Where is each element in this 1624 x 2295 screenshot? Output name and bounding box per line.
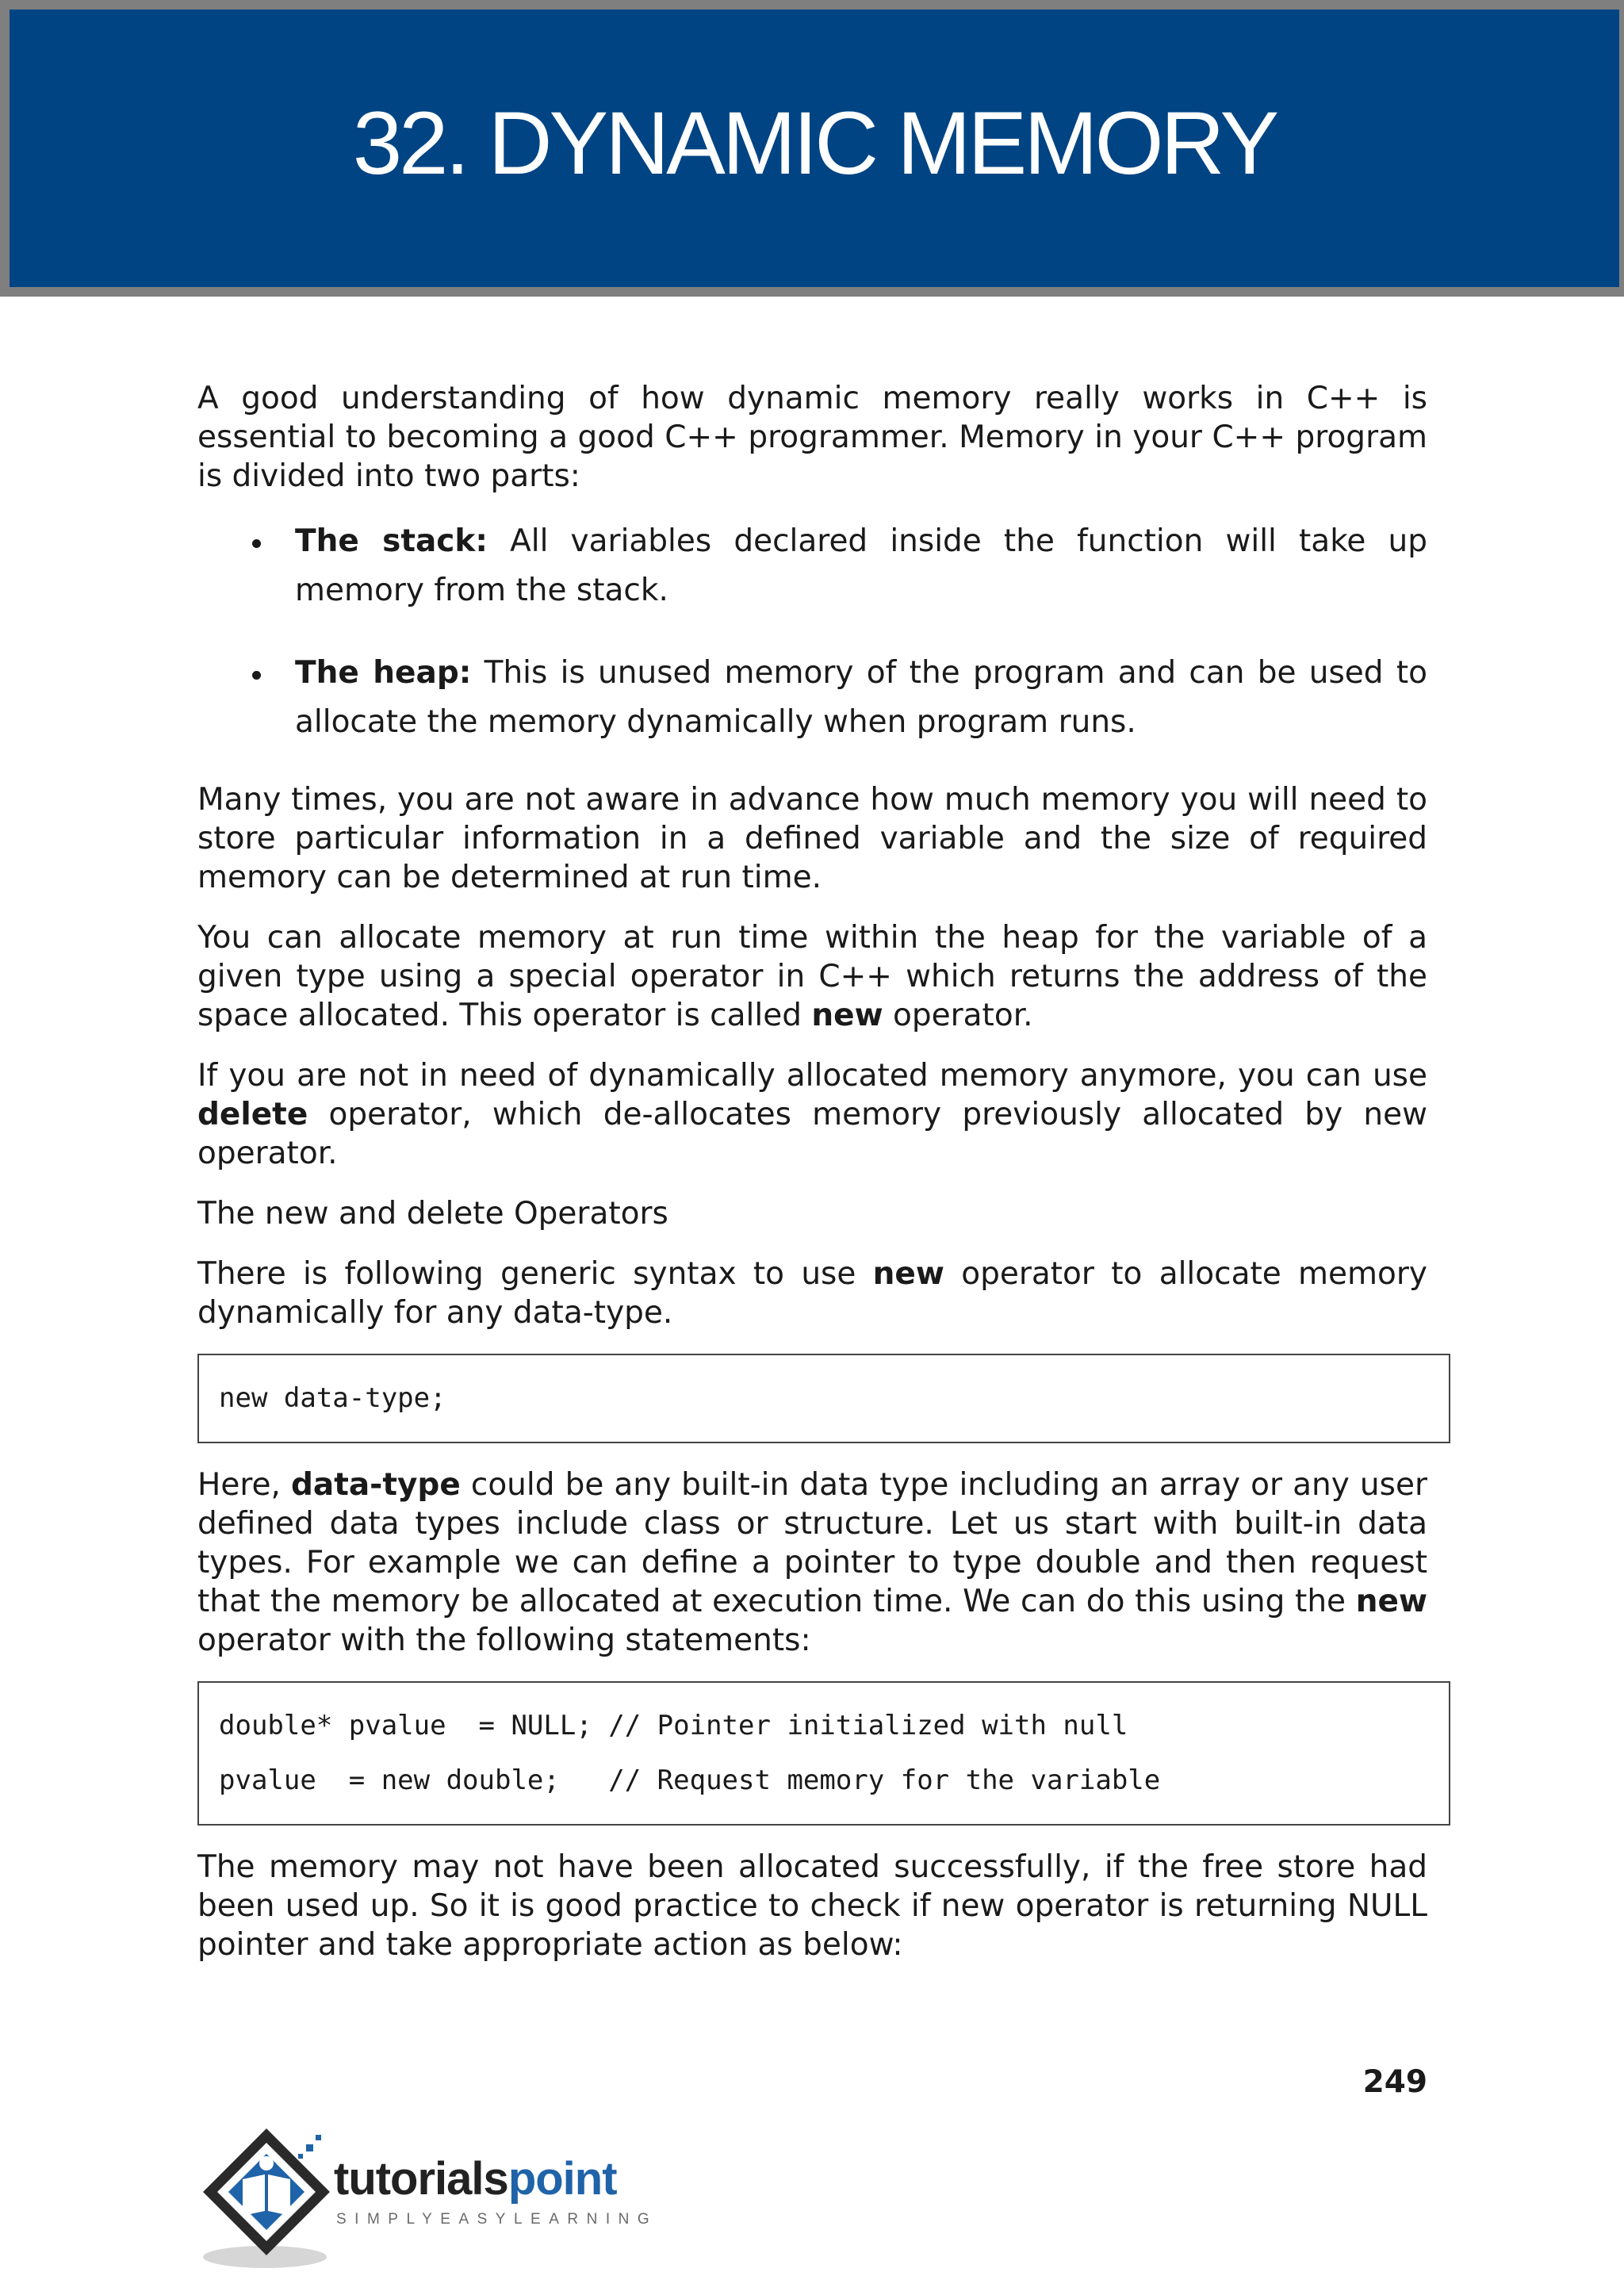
bullet-term: The heap:	[295, 655, 472, 691]
list-item-stack	[197, 517, 1427, 615]
text-span: There is following generic syntax to use	[197, 1256, 873, 1292]
chapter-header	[0, 0, 1624, 297]
paragraph-many-times: Many times, you are not aware in advance how much memory you will need to store particular information in a defined variable and the size of required memory can be determined at run time.	[197, 782, 1427, 895]
section-heading: The new and delete Operators	[197, 1196, 668, 1232]
paragraph-allocate	[197, 918, 1427, 1035]
text-span: operator.	[883, 998, 1033, 1033]
text-span: operator with the following statements:	[197, 1623, 811, 1658]
page-content	[197, 379, 1427, 1986]
paragraph-check: The memory may not have been allocated successfully, if the free store had been used up. So it is good practice to check if new operator is returning NULL pointer and take appropriate action as below:	[197, 1849, 1427, 1963]
text-span: operator, which de-allocates memory previously allocated by new operator.	[197, 1097, 1427, 1171]
intro-paragraph: A good understanding of how dynamic memory really works in C++ is essential to becoming a good C++ programmer. Memory in your C++ program is divided into two parts:	[197, 381, 1427, 494]
keyword-delete: delete	[197, 1097, 308, 1132]
code-line: pvalue = new double; // Request memory for the variable	[219, 1764, 1161, 1796]
chapter-title: 32. DYNAMIC MEMORY	[352, 93, 1277, 193]
keyword-new: new	[1355, 1584, 1427, 1619]
tutorialspoint-logo	[195, 2122, 687, 2273]
code-block-syntax: new data-type;	[197, 1354, 1450, 1443]
text-span: could be any built-in data type including an array or any user defined data types include class or structure. Let us start with built-in data types. For example we can define a pointer to type double and then request that the memory be allocated at execution time. We can do this using the	[197, 1467, 1427, 1619]
chapter-header-inner	[10, 10, 1619, 287]
text-span: If you are not in need of dynamically allocated memory anymore, you can use	[197, 1058, 1427, 1094]
keyword-new: new	[872, 1256, 944, 1292]
bullet-text: This is unused memory of the program and can be used to allocate the memory dynamically when program runs.	[295, 655, 1427, 740]
paragraph-syntax	[197, 1255, 1427, 1332]
text-span: operator to allocate memory dynamically for any data-type.	[197, 1256, 1428, 1331]
memory-parts-list	[197, 517, 1427, 747]
logo-wordmark	[334, 2152, 617, 2205]
text-span: Here,	[197, 1467, 291, 1503]
logo-word-blue: point	[508, 2153, 617, 2205]
text-span: You can allocate memory at run time within the heap for the variable of a given type using a special operator in C++ which returns the address of the space allocated. This operator is called	[197, 920, 1427, 1033]
bullet-text: All variables declared inside the function will take up memory from the stack.	[295, 523, 1427, 608]
code-line: double* pvalue = NULL; // Pointer initialized with null	[219, 1710, 1128, 1741]
keyword-new: new	[811, 998, 883, 1033]
page-number: 249	[1362, 2064, 1427, 2100]
keyword-data-type: data-type	[290, 1467, 461, 1503]
paragraph-datatype	[197, 1466, 1427, 1660]
logo-word-dark: tutorials	[334, 2153, 508, 2205]
logo-emblem-icon	[195, 2122, 338, 2273]
list-item-heap	[197, 649, 1427, 747]
logo-tagline: SIMPLYEASYLEARNING	[336, 2211, 658, 2228]
code-block-example	[197, 1681, 1450, 1826]
paragraph-delete	[197, 1056, 1427, 1173]
bullet-term: The stack:	[295, 523, 488, 559]
